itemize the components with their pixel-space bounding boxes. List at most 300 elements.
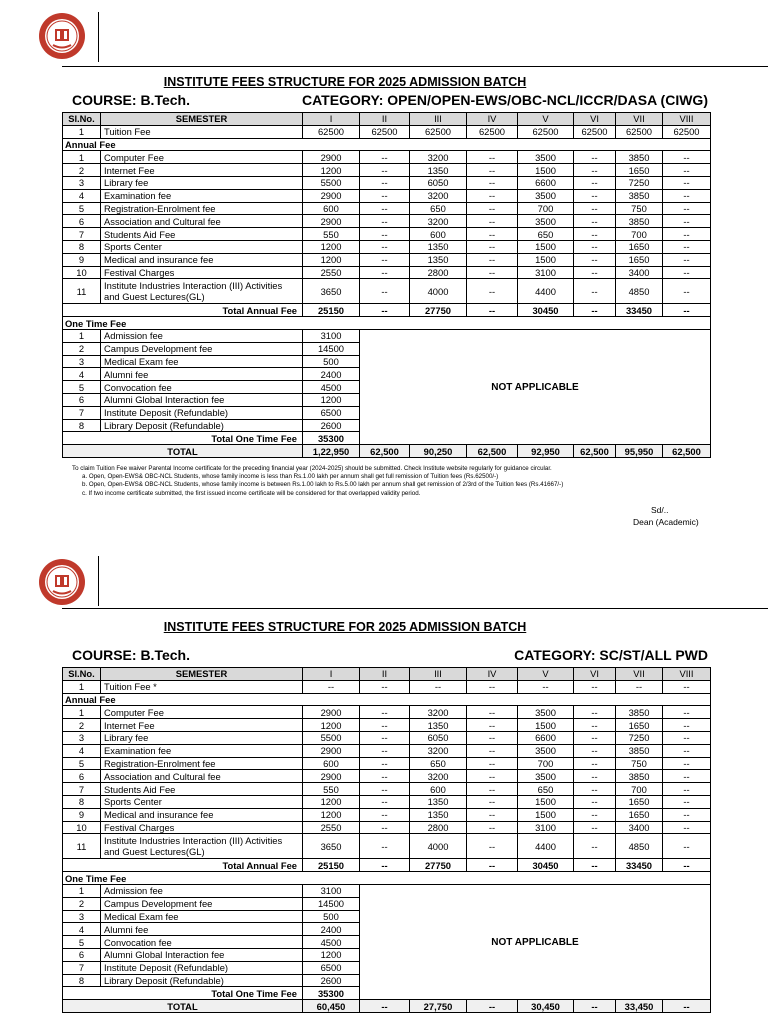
- category-label: CATEGORY: OPEN/OPEN-EWS/OBC-NCL/ICCR/DASA (CIWG): [302, 92, 708, 108]
- fee-value: 62500: [616, 125, 663, 138]
- fee-value: --: [467, 151, 518, 164]
- fee-label: Admission fee: [101, 884, 303, 897]
- fee-label: Alumni Global Interaction fee: [101, 948, 303, 961]
- total-value: 30450: [518, 859, 574, 872]
- fee-value: 750: [616, 202, 663, 215]
- grand-total-value: 30,450: [518, 1000, 574, 1013]
- fee-value: 700: [518, 757, 574, 770]
- fee-value: --: [360, 744, 410, 757]
- fee-value: 3100: [303, 884, 360, 897]
- table-row: [63, 329, 711, 342]
- fee-value: 2900: [303, 151, 360, 164]
- fee-value: --: [467, 821, 518, 834]
- fee-value: --: [574, 253, 616, 266]
- grand-total-value: --: [663, 1000, 711, 1013]
- table-row: [63, 279, 711, 304]
- fee-label: Medical Exam fee: [101, 910, 303, 923]
- fee-value: --: [574, 834, 616, 859]
- fee-value: --: [574, 680, 616, 693]
- fee-value: 3850: [616, 770, 663, 783]
- sl-no: 1: [63, 329, 101, 342]
- fee-value: 3200: [410, 770, 467, 783]
- sl-no: 1: [63, 884, 101, 897]
- fee-label: Convocation fee: [101, 381, 303, 394]
- fee-value: --: [467, 240, 518, 253]
- fee-value: --: [467, 253, 518, 266]
- sl-no: 8: [63, 240, 101, 253]
- table-row: [63, 164, 711, 177]
- sl-no: 5: [63, 936, 101, 949]
- fee-value: 4000: [410, 834, 467, 859]
- fee-value: --: [574, 202, 616, 215]
- fee-label: Medical Exam fee: [101, 355, 303, 368]
- fee-value: --: [663, 151, 711, 164]
- fee-value: 2900: [303, 215, 360, 228]
- grand-total-value: --: [467, 1000, 518, 1013]
- fee-value: 3200: [410, 189, 467, 202]
- fee-value: --: [360, 795, 410, 808]
- fee-value: --: [574, 176, 616, 189]
- sl-no: 11: [63, 279, 101, 304]
- fee-label: Institute Deposit (Refundable): [101, 961, 303, 974]
- fee-value: --: [574, 266, 616, 279]
- sl-no: 9: [63, 808, 101, 821]
- fee-value: --: [467, 834, 518, 859]
- fee-value: 3200: [410, 744, 467, 757]
- table-row: [63, 228, 711, 241]
- total-value: 35300: [303, 987, 360, 1000]
- fee-value: 1650: [616, 253, 663, 266]
- fee-value: --: [360, 215, 410, 228]
- fee-value: 700: [616, 228, 663, 241]
- grand-total-value: 62,500: [574, 445, 616, 458]
- section-header-onetime: [63, 872, 711, 885]
- fee-label: Campus Development fee: [101, 342, 303, 355]
- total-label: Total Annual Fee: [63, 304, 303, 317]
- fee-value: 700: [518, 202, 574, 215]
- sl-no: 7: [63, 406, 101, 419]
- fee-value: 600: [303, 757, 360, 770]
- total-label: Total One Time Fee: [63, 987, 303, 1000]
- total-value: --: [663, 859, 711, 872]
- grand-total-value: 27,750: [410, 1000, 467, 1013]
- sl-no: 6: [63, 770, 101, 783]
- fee-label: Students Aid Fee: [101, 228, 303, 241]
- fee-value: --: [360, 189, 410, 202]
- table-row: [63, 795, 711, 808]
- fee-value: 1350: [410, 240, 467, 253]
- fee-value: --: [663, 808, 711, 821]
- fee-value: 3200: [410, 151, 467, 164]
- total-value: --: [467, 859, 518, 872]
- header-rule: [62, 608, 768, 609]
- note-line: To claim Tuition Fee waiver Parental Income certificate for the preceding financial year (2024-2025) should be submitted. Check Institute website regularly for guidance circular.: [72, 465, 552, 472]
- fee-value: 1200: [303, 808, 360, 821]
- fee-value: 62500: [410, 125, 467, 138]
- fee-label: Festival Charges: [101, 821, 303, 834]
- fee-value: --: [574, 795, 616, 808]
- total-value: 33450: [616, 304, 663, 317]
- fee-value: --: [663, 202, 711, 215]
- table-row: [63, 266, 711, 279]
- grand-total-value: 92,950: [518, 445, 574, 458]
- fee-value: 4000: [410, 279, 467, 304]
- fee-value: 500: [303, 910, 360, 923]
- fee-value: --: [467, 770, 518, 783]
- institute-logo-icon: [38, 558, 86, 606]
- sl-no: 8: [63, 974, 101, 987]
- fee-label: Convocation fee: [101, 936, 303, 949]
- sl-no: 2: [63, 342, 101, 355]
- column-header: I: [303, 668, 360, 681]
- sl-no: 3: [63, 910, 101, 923]
- fee-value: 3500: [518, 215, 574, 228]
- fee-value: 6050: [410, 731, 467, 744]
- fee-value: --: [467, 680, 518, 693]
- fee-value: 62500: [663, 125, 711, 138]
- fee-value: --: [663, 680, 711, 693]
- fee-value: --: [360, 253, 410, 266]
- fee-value: 6600: [518, 176, 574, 189]
- fee-value: --: [467, 757, 518, 770]
- tuition-row: [63, 680, 711, 693]
- fee-value: --: [360, 757, 410, 770]
- document-title: INSTITUTE FEES STRUCTURE FOR 2025 ADMISSION BATCH: [163, 75, 527, 89]
- total-label: Total Annual Fee: [63, 859, 303, 872]
- total-value: 30450: [518, 304, 574, 317]
- section-title: Annual Fee: [63, 138, 711, 151]
- table-row: [63, 757, 711, 770]
- table-row: [63, 719, 711, 732]
- total-value: --: [467, 304, 518, 317]
- fee-table: [62, 112, 711, 458]
- annual-total-row: [63, 859, 711, 872]
- section-header-annual: [63, 138, 711, 151]
- fee-value: --: [360, 680, 410, 693]
- fee-value: --: [360, 240, 410, 253]
- course-label: COURSE: B.Tech.: [72, 647, 190, 663]
- fee-value: --: [360, 770, 410, 783]
- fee-value: --: [467, 706, 518, 719]
- fee-value: --: [360, 834, 410, 859]
- sl-no: 6: [63, 393, 101, 406]
- fee-value: --: [360, 731, 410, 744]
- grand-total-label: TOTAL: [63, 1000, 303, 1013]
- fee-value: --: [574, 228, 616, 241]
- note-line: c. If two income certificate submitted, the first issued income certificate will be considered for that overlapped validity period.: [82, 489, 421, 497]
- fee-value: 5500: [303, 176, 360, 189]
- fee-value: 1650: [616, 240, 663, 253]
- fee-value: --: [663, 719, 711, 732]
- fee-value: --: [663, 240, 711, 253]
- fee-label: Medical and insurance fee: [101, 808, 303, 821]
- fee-value: --: [467, 266, 518, 279]
- fee-label: Campus Development fee: [101, 897, 303, 910]
- column-header: II: [360, 113, 410, 126]
- total-value: 25150: [303, 859, 360, 872]
- fee-value: 2900: [303, 189, 360, 202]
- fee-value: 650: [410, 757, 467, 770]
- fee-value: 3650: [303, 279, 360, 304]
- fee-value: 62500: [360, 125, 410, 138]
- fee-value: --: [574, 821, 616, 834]
- fee-label: Examination fee: [101, 744, 303, 757]
- fee-value: 3100: [518, 821, 574, 834]
- fee-value: 3100: [518, 266, 574, 279]
- total-value: --: [360, 304, 410, 317]
- not-applicable-note: NOT APPLICABLE: [360, 884, 711, 999]
- institute-logo-icon: [38, 12, 86, 60]
- column-header: Sl.No.: [63, 668, 101, 681]
- fee-label: Association and Cultural fee: [101, 215, 303, 228]
- column-header: VII: [616, 668, 663, 681]
- fee-value: 1200: [303, 253, 360, 266]
- sl-no: 1: [63, 125, 101, 138]
- fee-value: --: [303, 680, 360, 693]
- grand-total-value: --: [360, 1000, 410, 1013]
- column-header: IV: [467, 668, 518, 681]
- fee-value: --: [467, 731, 518, 744]
- fee-value: 3650: [303, 834, 360, 859]
- fee-value: 4500: [303, 936, 360, 949]
- fee-value: --: [663, 821, 711, 834]
- sl-no: 10: [63, 266, 101, 279]
- fee-value: --: [360, 821, 410, 834]
- fee-value: --: [663, 757, 711, 770]
- fee-value: 3400: [616, 821, 663, 834]
- fee-value: --: [574, 279, 616, 304]
- fee-value: 1650: [616, 808, 663, 821]
- fee-value: 1350: [410, 253, 467, 266]
- fee-value: 550: [303, 228, 360, 241]
- fee-value: 4850: [616, 834, 663, 859]
- fee-value: 1500: [518, 164, 574, 177]
- fee-value: 2600: [303, 419, 360, 432]
- fee-label: Computer Fee: [101, 706, 303, 719]
- sl-no: 6: [63, 948, 101, 961]
- fee-value: --: [360, 151, 410, 164]
- section-header-annual: [63, 693, 711, 706]
- fee-label: Registration-Enrolment fee: [101, 202, 303, 215]
- fee-value: 6500: [303, 406, 360, 419]
- sl-no: 9: [63, 253, 101, 266]
- sl-no: 6: [63, 215, 101, 228]
- column-header: VIII: [663, 668, 711, 681]
- fee-value: 1200: [303, 948, 360, 961]
- fee-value: 2550: [303, 821, 360, 834]
- fee-value: --: [574, 808, 616, 821]
- sl-no: 8: [63, 795, 101, 808]
- fee-label: Sports Center: [101, 240, 303, 253]
- fee-value: 650: [518, 783, 574, 796]
- fee-value: --: [663, 783, 711, 796]
- fee-value: 2550: [303, 266, 360, 279]
- fee-value: --: [574, 151, 616, 164]
- fee-label: Institute Industries Interaction (III) Activities and Guest Lectures(GL): [101, 834, 303, 859]
- fee-label: Registration-Enrolment fee: [101, 757, 303, 770]
- fee-value: 62500: [574, 125, 616, 138]
- fee-value: --: [616, 680, 663, 693]
- fee-value: --: [360, 202, 410, 215]
- fee-value: --: [467, 164, 518, 177]
- total-value: --: [663, 304, 711, 317]
- fee-label: Alumni fee: [101, 923, 303, 936]
- note-line: b. Open, Open-EWS& OBC-NCL Students, whose family income is between Rs.1.00 lakh to Rs.5.00 lakh per annum shall get remission of 2/3rd of the Tuition fees (Rs.41667/-): [82, 481, 564, 489]
- fee-value: --: [574, 189, 616, 202]
- sl-no: 1: [63, 680, 101, 693]
- table-row: [63, 189, 711, 202]
- sl-no: 2: [63, 897, 101, 910]
- fee-value: 7250: [616, 176, 663, 189]
- fee-value: --: [574, 706, 616, 719]
- table-row: [63, 151, 711, 164]
- fee-value: --: [574, 744, 616, 757]
- fee-value: --: [663, 164, 711, 177]
- fee-value: --: [518, 680, 574, 693]
- fee-value: 2900: [303, 744, 360, 757]
- fee-value: 1500: [518, 719, 574, 732]
- fee-value: 3100: [303, 329, 360, 342]
- fee-value: 2600: [303, 974, 360, 987]
- grand-total-value: 90,250: [410, 445, 467, 458]
- column-header: SEMESTER: [101, 113, 303, 126]
- fee-value: --: [574, 164, 616, 177]
- fee-value: --: [360, 228, 410, 241]
- fee-value: 650: [518, 228, 574, 241]
- column-header: VI: [574, 113, 616, 126]
- sl-no: 3: [63, 176, 101, 189]
- fee-value: 6600: [518, 731, 574, 744]
- fee-value: --: [467, 202, 518, 215]
- fee-value: 2800: [410, 266, 467, 279]
- fee-value: --: [467, 795, 518, 808]
- sl-no: 4: [63, 189, 101, 202]
- fee-value: 750: [616, 757, 663, 770]
- fee-value: --: [663, 731, 711, 744]
- fee-value: 4850: [616, 279, 663, 304]
- header-divider: [98, 12, 99, 62]
- fee-value: 3850: [616, 189, 663, 202]
- fee-value: 2400: [303, 368, 360, 381]
- sl-no: 7: [63, 961, 101, 974]
- fee-value: 1350: [410, 795, 467, 808]
- table-header: [63, 668, 711, 681]
- fee-value: --: [467, 215, 518, 228]
- fee-value: 14500: [303, 897, 360, 910]
- fee-value: 3200: [410, 215, 467, 228]
- fee-value: --: [574, 783, 616, 796]
- fee-value: 6050: [410, 176, 467, 189]
- fee-value: 3850: [616, 151, 663, 164]
- grand-total-value: 33,450: [616, 1000, 663, 1013]
- fee-value: --: [467, 719, 518, 732]
- total-value: 27750: [410, 304, 467, 317]
- sl-no: 5: [63, 381, 101, 394]
- fee-value: 1200: [303, 164, 360, 177]
- table-row: [63, 783, 711, 796]
- table-row: [63, 706, 711, 719]
- fee-value: --: [574, 770, 616, 783]
- fee-label: Internet Fee: [101, 164, 303, 177]
- table-row: [63, 731, 711, 744]
- column-header: SEMESTER: [101, 668, 303, 681]
- fee-value: --: [663, 215, 711, 228]
- fee-value: 1350: [410, 808, 467, 821]
- fee-value: 2900: [303, 706, 360, 719]
- column-header: VII: [616, 113, 663, 126]
- sl-no: 7: [63, 783, 101, 796]
- table-row: [63, 834, 711, 859]
- fee-label: Tuition Fee *: [101, 680, 303, 693]
- fee-label: Institute Industries Interaction (III) Activities and Guest Lectures(GL): [101, 279, 303, 304]
- table-header: [63, 113, 711, 126]
- sl-no: 5: [63, 757, 101, 770]
- fee-value: 2400: [303, 923, 360, 936]
- fee-value: --: [663, 834, 711, 859]
- fee-value: 1650: [616, 719, 663, 732]
- fee-label: Alumni Global Interaction fee: [101, 393, 303, 406]
- fee-value: 3200: [410, 706, 467, 719]
- grand-total-value: 62,500: [360, 445, 410, 458]
- total-value: 35300: [303, 432, 360, 445]
- fee-value: --: [360, 719, 410, 732]
- sl-no: 1: [63, 151, 101, 164]
- fee-value: --: [663, 744, 711, 757]
- fee-label: Library Deposit (Refundable): [101, 974, 303, 987]
- column-header: Sl.No.: [63, 113, 101, 126]
- grand-total-value: 62,500: [663, 445, 711, 458]
- header-divider: [98, 556, 99, 606]
- grand-total-label: TOTAL: [63, 445, 303, 458]
- fee-value: 7250: [616, 731, 663, 744]
- fee-value: --: [574, 215, 616, 228]
- table-row: [63, 770, 711, 783]
- fee-value: --: [467, 176, 518, 189]
- table-row: [63, 253, 711, 266]
- section-title: One Time Fee: [63, 872, 711, 885]
- fee-value: 4500: [303, 381, 360, 394]
- total-value: 33450: [616, 859, 663, 872]
- fee-value: 700: [616, 783, 663, 796]
- fee-value: 6500: [303, 961, 360, 974]
- fee-label: Tuition Fee: [101, 125, 303, 138]
- fee-value: --: [574, 731, 616, 744]
- table-row: [63, 215, 711, 228]
- fee-value: 1200: [303, 240, 360, 253]
- total-value: 27750: [410, 859, 467, 872]
- fee-value: --: [467, 189, 518, 202]
- fee-value: --: [663, 279, 711, 304]
- sl-no: 4: [63, 744, 101, 757]
- fee-value: 3500: [518, 706, 574, 719]
- fee-value: 1200: [303, 393, 360, 406]
- grand-total-row: [63, 1000, 711, 1013]
- fee-value: 14500: [303, 342, 360, 355]
- fee-value: 600: [303, 202, 360, 215]
- fee-value: --: [467, 744, 518, 757]
- sl-no: 2: [63, 719, 101, 732]
- table-row: [63, 176, 711, 189]
- sl-no: 2: [63, 164, 101, 177]
- fee-value: 1500: [518, 240, 574, 253]
- total-label: Total One Time Fee: [63, 432, 303, 445]
- fee-label: Internet Fee: [101, 719, 303, 732]
- sl-no: 1: [63, 706, 101, 719]
- fee-value: --: [663, 266, 711, 279]
- fee-label: Computer Fee: [101, 151, 303, 164]
- section-header-onetime: [63, 317, 711, 330]
- category-label: CATEGORY: SC/ST/ALL PWD: [514, 647, 708, 663]
